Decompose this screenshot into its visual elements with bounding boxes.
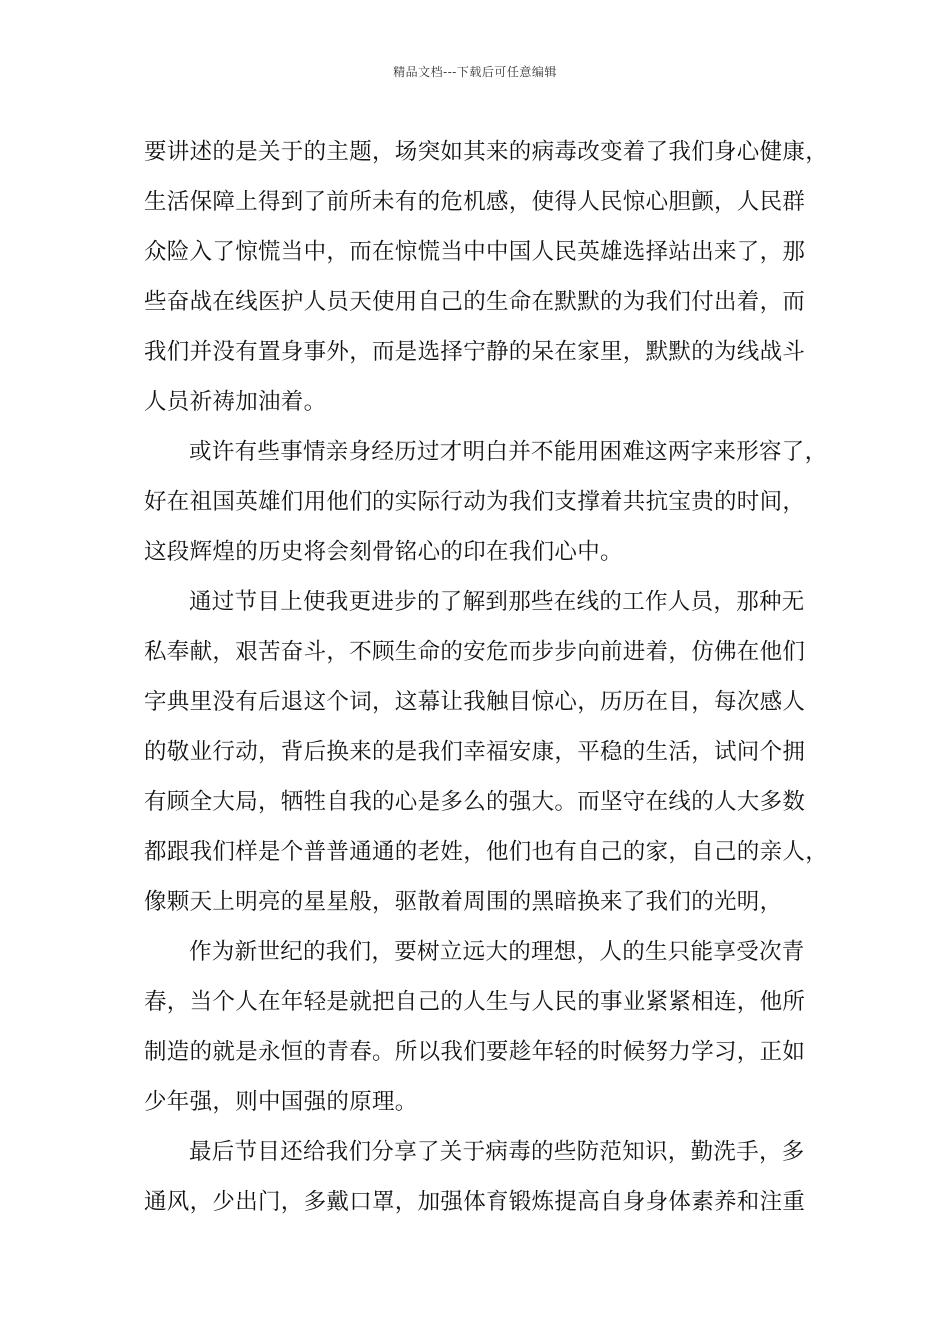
- text-line: 好在祖国英雄们用他们的实际行动为我们支撑着共抗宝贵的时间，: [144, 489, 806, 515]
- text-line: 都跟我们样是个普普通通的老姓，他们也有自己的家，自己的亲人，: [144, 839, 829, 865]
- paragraph-first-line: 或许有些事情亲身经历过才明白并不能用困难这两字来形容了，: [189, 439, 828, 465]
- document-body: [144, 127, 829, 1227]
- text-line: 众险入了惊慌当中，而在惊慌当中中国人民英雄选择站出来了，那: [144, 239, 806, 265]
- text-line: 要讲述的是关于的主题，场突如其来的病毒改变着了我们身心健康，: [144, 139, 829, 165]
- text-line: 通风，少出门，多戴口罩，加强体育锻炼提高自身身体素养和注重: [144, 1189, 806, 1215]
- text-line: 字典里没有后退这个词，这幕让我触目惊心，历历在目，每次感人: [144, 689, 806, 715]
- text-line: 春，当个人在年轻是就把自己的人生与人民的事业紧紧相连，他所: [144, 989, 806, 1015]
- text-line: 私奉献，艰苦奋斗，不顾生命的安危而步步向前进着，仿佛在他们: [144, 639, 806, 665]
- text-line: 这段辉煌的历史将会刻骨铭心的印在我们心中。: [144, 539, 623, 565]
- page-header: 精品文档---下载后可任意编辑: [393, 65, 557, 79]
- text-line: 我们并没有置身事外，而是选择宁静的呆在家里，默默的为线战斗: [144, 339, 806, 365]
- text-line: 的敬业行动，背后换来的是我们幸福安康，平稳的生活，试问个拥: [144, 739, 806, 765]
- text-line: 人员祈祷加油着。: [144, 389, 327, 415]
- text-line: 制造的就是永恒的青春。所以我们要趁年轻的时候努力学习，正如: [144, 1039, 806, 1065]
- text-line: 有顾全大局，牺牲自我的心是多么的强大。而坚守在线的人大多数: [144, 789, 806, 815]
- text-line: 些奋战在线医护人员天使用自己的生命在默默的为我们付出着，而: [144, 289, 806, 315]
- text-line: 像颗天上明亮的星星般，驱散着周围的黑暗换来了我们的光明，: [144, 889, 783, 915]
- paragraph-first-line: 最后节目还给我们分享了关于病毒的些防范知识，勤洗手，多: [189, 1139, 805, 1165]
- paragraph-first-line: 作为新世纪的我们，要树立远大的理想，人的生只能享受次青: [189, 939, 805, 965]
- paragraph-first-line: 通过节目上使我更进步的了解到那些在线的工作人员，那种无: [189, 589, 805, 615]
- text-line: 少年强，则中国强的原理。: [144, 1089, 418, 1115]
- text-line: 生活保障上得到了前所未有的危机感，使得人民惊心胆颤，人民群: [144, 189, 806, 215]
